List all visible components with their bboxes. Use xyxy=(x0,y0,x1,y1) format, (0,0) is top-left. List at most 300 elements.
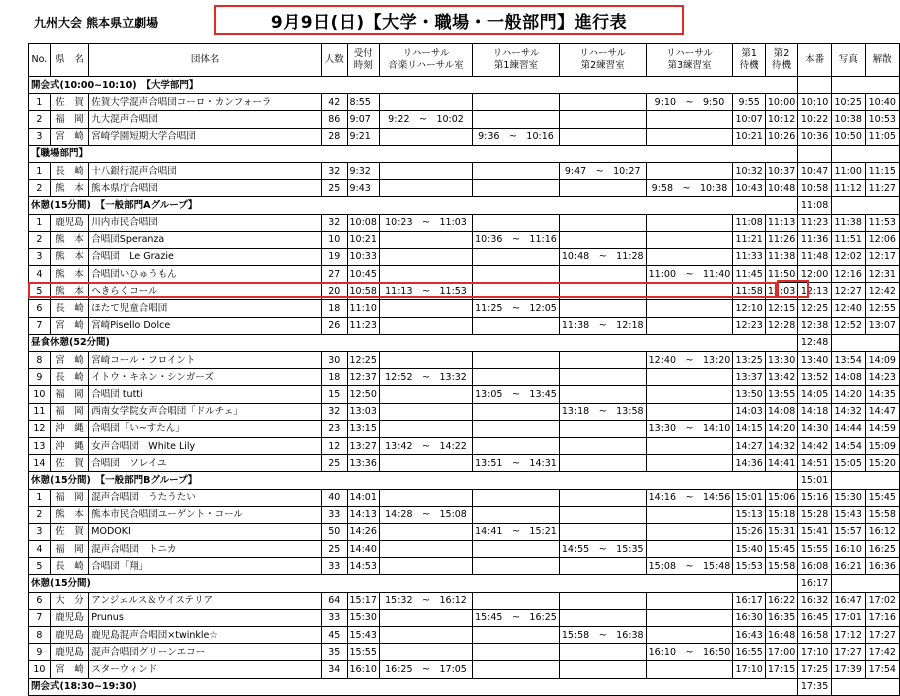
row-reception: 13:15 xyxy=(347,420,379,437)
row-reception: 13:36 xyxy=(347,455,379,472)
row-no: 10 xyxy=(29,661,51,678)
row-rehearsal-2: 14:55 ~ 15:35 xyxy=(559,541,646,558)
row-rehearsal-1 xyxy=(473,661,560,678)
row-reception: 8:55 xyxy=(347,94,379,111)
row-count: 23 xyxy=(321,420,347,437)
row-name: へきらくコール xyxy=(89,283,322,300)
section-performance-time: 16:17 xyxy=(798,575,832,592)
row-rehearsal-1 xyxy=(473,541,560,558)
row-wait-1: 17:10 xyxy=(733,661,765,678)
row-reception: 10:45 xyxy=(347,266,379,283)
table-row xyxy=(29,506,900,523)
table-row xyxy=(29,489,900,506)
table-row xyxy=(29,300,900,317)
row-count: 64 xyxy=(321,592,347,609)
row-name: 宮崎コール・フロイント xyxy=(89,352,322,369)
row-performance: 17:10 xyxy=(798,644,832,661)
table-row xyxy=(29,111,900,128)
row-count: 35 xyxy=(321,644,347,661)
header-col-count: 人数 xyxy=(321,44,347,77)
section-empty-cell xyxy=(831,197,899,214)
header-col-wait-1: 第1 待機 xyxy=(733,44,765,77)
table-row xyxy=(29,609,900,626)
row-name: 合唱団 ソレイユ xyxy=(89,455,322,472)
row-performance: 15:55 xyxy=(798,541,832,558)
row-dismiss: 15:20 xyxy=(865,455,899,472)
row-name: アンジェルス＆ウイステリア xyxy=(89,592,322,609)
header-col-dismiss: 解散 xyxy=(865,44,899,77)
row-wait-1: 11:58 xyxy=(733,283,765,300)
row-no: 13 xyxy=(29,437,51,454)
row-photo: 11:12 xyxy=(831,180,865,197)
row-wait-1: 15:13 xyxy=(733,506,765,523)
row-photo: 12:52 xyxy=(831,317,865,334)
row-reception: 14:53 xyxy=(347,558,379,575)
header-col-name: 団体名 xyxy=(89,44,322,77)
row-reception: 13:27 xyxy=(347,437,379,454)
row-count: 28 xyxy=(321,128,347,145)
row-performance: 13:52 xyxy=(798,369,832,386)
table-row xyxy=(29,369,900,386)
row-wait-2: 14:20 xyxy=(765,420,797,437)
break-row xyxy=(29,575,900,592)
row-performance: 13:40 xyxy=(798,352,832,369)
section-empty-cell xyxy=(831,77,899,94)
row-performance: 14:18 xyxy=(798,403,832,420)
row-performance: 10:36 xyxy=(798,128,832,145)
row-no: 2 xyxy=(29,111,51,128)
row-name: 合唱団 Le Grazie xyxy=(89,248,322,265)
row-rehearsal-2 xyxy=(559,386,646,403)
row-reception: 12:25 xyxy=(347,352,379,369)
row-rehearsal-2 xyxy=(559,420,646,437)
row-rehearsal-1 xyxy=(473,369,560,386)
section-empty-cell xyxy=(831,334,899,351)
row-no: 10 xyxy=(29,386,51,403)
row-rehearsal-2 xyxy=(559,300,646,317)
table-header-row xyxy=(29,44,900,77)
row-photo: 17:12 xyxy=(831,627,865,644)
row-no: 11 xyxy=(29,403,51,420)
row-pref: 宮 崎 xyxy=(50,352,89,369)
row-rehearsal-3 xyxy=(646,317,733,334)
row-no: 1 xyxy=(29,162,51,179)
row-rehearsal-2: 15:58 ~ 16:38 xyxy=(559,627,646,644)
row-performance: 15:16 xyxy=(798,489,832,506)
row-name: 十八銀行混声合唱団 xyxy=(89,162,322,179)
row-rehearsal-2 xyxy=(559,558,646,575)
row-rehearsal-3: 16:10 ~ 16:50 xyxy=(646,644,733,661)
section-empty-cell xyxy=(831,575,899,592)
row-performance: 12:25 xyxy=(798,300,832,317)
section-label: 【職場部門】 xyxy=(29,145,798,162)
row-rehearsal-3: 13:30 ~ 14:10 xyxy=(646,420,733,437)
row-rehearsal-1 xyxy=(473,111,560,128)
row-reception: 9:21 xyxy=(347,128,379,145)
row-dismiss: 12:31 xyxy=(865,266,899,283)
row-count: 25 xyxy=(321,180,347,197)
row-dismiss: 17:54 xyxy=(865,661,899,678)
header-col-wait-2: 第2 待機 xyxy=(765,44,797,77)
row-rehearsal-2 xyxy=(559,352,646,369)
header-col-performance: 本番 xyxy=(798,44,832,77)
table-row xyxy=(29,248,900,265)
row-rehearsal-3 xyxy=(646,437,733,454)
section-label: 開会式(10:00~10:10) 【大学部門】 xyxy=(29,77,798,94)
row-performance: 10:47 xyxy=(798,162,832,179)
row-rehearsal-music xyxy=(379,403,472,420)
row-name: 宮崎学園短期大学合唱団 xyxy=(89,128,322,145)
row-rehearsal-1 xyxy=(473,558,560,575)
row-dismiss: 12:17 xyxy=(865,248,899,265)
row-pref: 大 分 xyxy=(50,592,89,609)
row-photo: 17:39 xyxy=(831,661,865,678)
row-wait-1: 9:55 xyxy=(733,94,765,111)
table-row xyxy=(29,352,900,369)
row-name: 九大混声合唱団 xyxy=(89,111,322,128)
row-dismiss: 12:42 xyxy=(865,283,899,300)
row-rehearsal-music xyxy=(379,128,472,145)
row-wait-2: 16:35 xyxy=(765,609,797,626)
row-reception: 13:03 xyxy=(347,403,379,420)
row-rehearsal-3 xyxy=(646,541,733,558)
row-wait-2: 15:31 xyxy=(765,523,797,540)
row-count: 40 xyxy=(321,489,347,506)
row-dismiss: 16:25 xyxy=(865,541,899,558)
row-no: 2 xyxy=(29,231,51,248)
row-performance: 10:22 xyxy=(798,111,832,128)
row-dismiss: 11:05 xyxy=(865,128,899,145)
row-rehearsal-2: 10:48 ~ 11:28 xyxy=(559,248,646,265)
row-wait-1: 14:36 xyxy=(733,455,765,472)
table-row xyxy=(29,661,900,678)
row-pref: 熊 本 xyxy=(50,283,89,300)
row-count: 42 xyxy=(321,94,347,111)
table-row xyxy=(29,317,900,334)
row-dismiss: 15:58 xyxy=(865,506,899,523)
row-dismiss: 10:40 xyxy=(865,94,899,111)
row-no: 2 xyxy=(29,180,51,197)
table-row xyxy=(29,128,900,145)
table-row xyxy=(29,94,900,111)
row-rehearsal-3 xyxy=(646,369,733,386)
row-rehearsal-music xyxy=(379,420,472,437)
row-count: 50 xyxy=(321,523,347,540)
row-rehearsal-1 xyxy=(473,506,560,523)
row-wait-2: 13:55 xyxy=(765,386,797,403)
row-rehearsal-2 xyxy=(559,455,646,472)
row-rehearsal-2 xyxy=(559,266,646,283)
row-reception: 10:58 xyxy=(347,283,379,300)
row-performance: 14:51 xyxy=(798,455,832,472)
row-photo: 14:54 xyxy=(831,437,865,454)
row-wait-1: 16:17 xyxy=(733,592,765,609)
row-photo: 14:20 xyxy=(831,386,865,403)
row-rehearsal-music xyxy=(379,231,472,248)
row-no: 3 xyxy=(29,128,51,145)
row-dismiss: 11:15 xyxy=(865,162,899,179)
row-rehearsal-music xyxy=(379,248,472,265)
row-performance: 16:45 xyxy=(798,609,832,626)
row-rehearsal-1: 13:51 ~ 14:31 xyxy=(473,455,560,472)
section-performance-time xyxy=(798,77,832,94)
row-wait-2: 15:06 xyxy=(765,489,797,506)
row-name: スターウィンド xyxy=(89,661,322,678)
row-pref: 佐 賀 xyxy=(50,94,89,111)
venue-label: 九州大会 熊本県立劇場 xyxy=(34,16,159,30)
table-row xyxy=(29,455,900,472)
row-rehearsal-2 xyxy=(559,128,646,145)
row-rehearsal-3 xyxy=(646,627,733,644)
row-rehearsal-3 xyxy=(646,455,733,472)
row-rehearsal-3 xyxy=(646,162,733,179)
row-wait-1: 15:26 xyxy=(733,523,765,540)
row-dismiss: 17:42 xyxy=(865,644,899,661)
row-rehearsal-music xyxy=(379,609,472,626)
row-pref: 宮 崎 xyxy=(50,661,89,678)
section-performance-time xyxy=(798,145,832,162)
row-pref: 佐 賀 xyxy=(50,455,89,472)
row-performance: 10:10 xyxy=(798,94,832,111)
row-rehearsal-music xyxy=(379,317,472,334)
row-pref: 宮 崎 xyxy=(50,128,89,145)
row-dismiss: 11:53 xyxy=(865,214,899,231)
row-wait-2: 14:32 xyxy=(765,437,797,454)
row-dismiss: 12:55 xyxy=(865,300,899,317)
row-rehearsal-3 xyxy=(646,214,733,231)
row-rehearsal-music xyxy=(379,300,472,317)
row-rehearsal-2 xyxy=(559,214,646,231)
row-no: 4 xyxy=(29,266,51,283)
row-rehearsal-1 xyxy=(473,248,560,265)
row-rehearsal-3 xyxy=(646,386,733,403)
row-wait-1: 10:07 xyxy=(733,111,765,128)
row-rehearsal-1: 14:41 ~ 15:21 xyxy=(473,523,560,540)
row-dismiss: 12:06 xyxy=(865,231,899,248)
row-no: 1 xyxy=(29,489,51,506)
row-reception: 14:26 xyxy=(347,523,379,540)
row-rehearsal-music xyxy=(379,266,472,283)
row-performance: 12:13 xyxy=(798,283,832,300)
row-count: 12 xyxy=(321,437,347,454)
row-rehearsal-2 xyxy=(559,369,646,386)
row-rehearsal-music: 10:23 ~ 11:03 xyxy=(379,214,472,231)
row-wait-2: 11:13 xyxy=(765,214,797,231)
row-rehearsal-music xyxy=(379,558,472,575)
row-reception: 9:07 xyxy=(347,111,379,128)
row-performance: 16:58 xyxy=(798,627,832,644)
row-pref: 福 岡 xyxy=(50,386,89,403)
table-row xyxy=(29,437,900,454)
row-count: 32 xyxy=(321,162,347,179)
header-col-rehearsal-2: リハーサル 第2練習室 xyxy=(559,44,646,77)
row-rehearsal-1 xyxy=(473,489,560,506)
row-wait-1: 16:55 xyxy=(733,644,765,661)
table-row xyxy=(29,180,900,197)
break-row xyxy=(29,197,900,214)
row-photo: 16:21 xyxy=(831,558,865,575)
row-rehearsal-music xyxy=(379,489,472,506)
header-col-reception: 受付 時刻 xyxy=(347,44,379,77)
row-performance: 12:00 xyxy=(798,266,832,283)
section-label: 休憩(15分間) xyxy=(29,575,798,592)
table-row xyxy=(29,403,900,420)
row-rehearsal-music: 14:28 ~ 15:08 xyxy=(379,506,472,523)
row-dismiss: 15:09 xyxy=(865,437,899,454)
break-row xyxy=(29,678,900,695)
row-name: 混声合唱団 トニカ xyxy=(89,541,322,558)
row-wait-1: 11:08 xyxy=(733,214,765,231)
row-pref: 長 崎 xyxy=(50,162,89,179)
row-photo: 12:16 xyxy=(831,266,865,283)
row-name: 川内市民合唱団 xyxy=(89,214,322,231)
row-photo: 10:50 xyxy=(831,128,865,145)
row-dismiss: 16:12 xyxy=(865,523,899,540)
row-dismiss: 17:27 xyxy=(865,627,899,644)
row-photo: 14:44 xyxy=(831,420,865,437)
row-pref: 宮 崎 xyxy=(50,317,89,334)
row-rehearsal-2 xyxy=(559,506,646,523)
row-name: イトウ・キネン・シンガーズ xyxy=(89,369,322,386)
row-rehearsal-music: 15:32 ~ 16:12 xyxy=(379,592,472,609)
row-photo: 16:47 xyxy=(831,592,865,609)
row-wait-1: 11:33 xyxy=(733,248,765,265)
row-performance: 17:25 xyxy=(798,661,832,678)
row-rehearsal-1 xyxy=(473,403,560,420)
header-col-no: No. xyxy=(29,44,51,77)
row-count: 25 xyxy=(321,541,347,558)
row-wait-2: 10:00 xyxy=(765,94,797,111)
page-header xyxy=(0,0,900,44)
row-count: 10 xyxy=(321,231,347,248)
section-performance-time: 15:01 xyxy=(798,472,832,489)
row-reception: 10:08 xyxy=(347,214,379,231)
row-performance: 16:08 xyxy=(798,558,832,575)
row-no: 2 xyxy=(29,506,51,523)
row-reception: 11:10 xyxy=(347,300,379,317)
table-row xyxy=(29,420,900,437)
row-photo: 12:40 xyxy=(831,300,865,317)
row-dismiss: 15:45 xyxy=(865,489,899,506)
row-rehearsal-music: 12:52 ~ 13:32 xyxy=(379,369,472,386)
row-rehearsal-music xyxy=(379,94,472,111)
row-rehearsal-3 xyxy=(646,111,733,128)
row-no: 3 xyxy=(29,523,51,540)
row-photo: 17:01 xyxy=(831,609,865,626)
row-rehearsal-2 xyxy=(559,283,646,300)
table-row xyxy=(29,283,900,300)
row-name: 宮崎Pisello Dolce xyxy=(89,317,322,334)
row-performance: 11:23 xyxy=(798,214,832,231)
row-pref: 熊 本 xyxy=(50,506,89,523)
row-photo: 17:27 xyxy=(831,644,865,661)
row-pref: 熊 本 xyxy=(50,266,89,283)
row-wait-2: 14:08 xyxy=(765,403,797,420)
row-count: 45 xyxy=(321,627,347,644)
row-name: 合唱団Speranza xyxy=(89,231,322,248)
row-performance: 10:58 xyxy=(798,180,832,197)
row-name: 合唱団「翔」 xyxy=(89,558,322,575)
row-reception: 14:13 xyxy=(347,506,379,523)
row-rehearsal-2 xyxy=(559,661,646,678)
row-photo: 16:10 xyxy=(831,541,865,558)
row-reception: 9:32 xyxy=(347,162,379,179)
row-rehearsal-1 xyxy=(473,592,560,609)
row-rehearsal-1 xyxy=(473,266,560,283)
row-no: 9 xyxy=(29,369,51,386)
table-row xyxy=(29,214,900,231)
row-count: 86 xyxy=(321,111,347,128)
table-row xyxy=(29,541,900,558)
row-dismiss: 14:59 xyxy=(865,420,899,437)
section-performance-time: 11:08 xyxy=(798,197,832,214)
row-wait-1: 12:10 xyxy=(733,300,765,317)
row-reception: 12:50 xyxy=(347,386,379,403)
row-rehearsal-music xyxy=(379,180,472,197)
table-row xyxy=(29,162,900,179)
row-performance: 15:41 xyxy=(798,523,832,540)
row-rehearsal-2 xyxy=(559,609,646,626)
row-dismiss: 14:09 xyxy=(865,352,899,369)
row-name: 混声合唱団 うたうたい xyxy=(89,489,322,506)
table-row xyxy=(29,592,900,609)
row-wait-1: 12:23 xyxy=(733,317,765,334)
row-count: 25 xyxy=(321,455,347,472)
row-wait-1: 15:40 xyxy=(733,541,765,558)
row-rehearsal-music xyxy=(379,627,472,644)
table-row xyxy=(29,523,900,540)
table-row xyxy=(29,266,900,283)
row-reception: 15:43 xyxy=(347,627,379,644)
row-wait-2: 10:12 xyxy=(765,111,797,128)
row-rehearsal-1: 11:25 ~ 12:05 xyxy=(473,300,560,317)
row-rehearsal-3 xyxy=(646,661,733,678)
row-rehearsal-3: 12:40 ~ 13:20 xyxy=(646,352,733,369)
row-rehearsal-3: 11:00 ~ 11:40 xyxy=(646,266,733,283)
row-no: 8 xyxy=(29,352,51,369)
row-rehearsal-music xyxy=(379,541,472,558)
row-dismiss: 11:27 xyxy=(865,180,899,197)
row-no: 6 xyxy=(29,592,51,609)
row-name: 西南女学院女声合唱団「ドルチェ」 xyxy=(89,403,322,420)
section-row xyxy=(29,145,900,162)
row-wait-1: 14:15 xyxy=(733,420,765,437)
row-wait-1: 10:21 xyxy=(733,128,765,145)
row-wait-1: 16:30 xyxy=(733,609,765,626)
row-performance: 12:38 xyxy=(798,317,832,334)
row-pref: 鹿児島 xyxy=(50,609,89,626)
row-rehearsal-1 xyxy=(473,162,560,179)
row-dismiss: 14:47 xyxy=(865,403,899,420)
row-photo: 15:05 xyxy=(831,455,865,472)
row-pref: 鹿児島 xyxy=(50,644,89,661)
row-rehearsal-3 xyxy=(646,523,733,540)
row-wait-1: 16:43 xyxy=(733,627,765,644)
row-rehearsal-music: 16:25 ~ 17:05 xyxy=(379,661,472,678)
row-wait-2: 17:15 xyxy=(765,661,797,678)
row-reception: 10:21 xyxy=(347,231,379,248)
row-pref: 沖 縄 xyxy=(50,420,89,437)
row-photo: 12:02 xyxy=(831,248,865,265)
row-reception: 15:17 xyxy=(347,592,379,609)
row-reception: 15:55 xyxy=(347,644,379,661)
row-performance: 16:32 xyxy=(798,592,832,609)
row-photo: 14:32 xyxy=(831,403,865,420)
row-wait-2: 10:48 xyxy=(765,180,797,197)
row-wait-2: 14:41 xyxy=(765,455,797,472)
row-pref: 熊 本 xyxy=(50,248,89,265)
header-col-pref: 県 名 xyxy=(50,44,89,77)
